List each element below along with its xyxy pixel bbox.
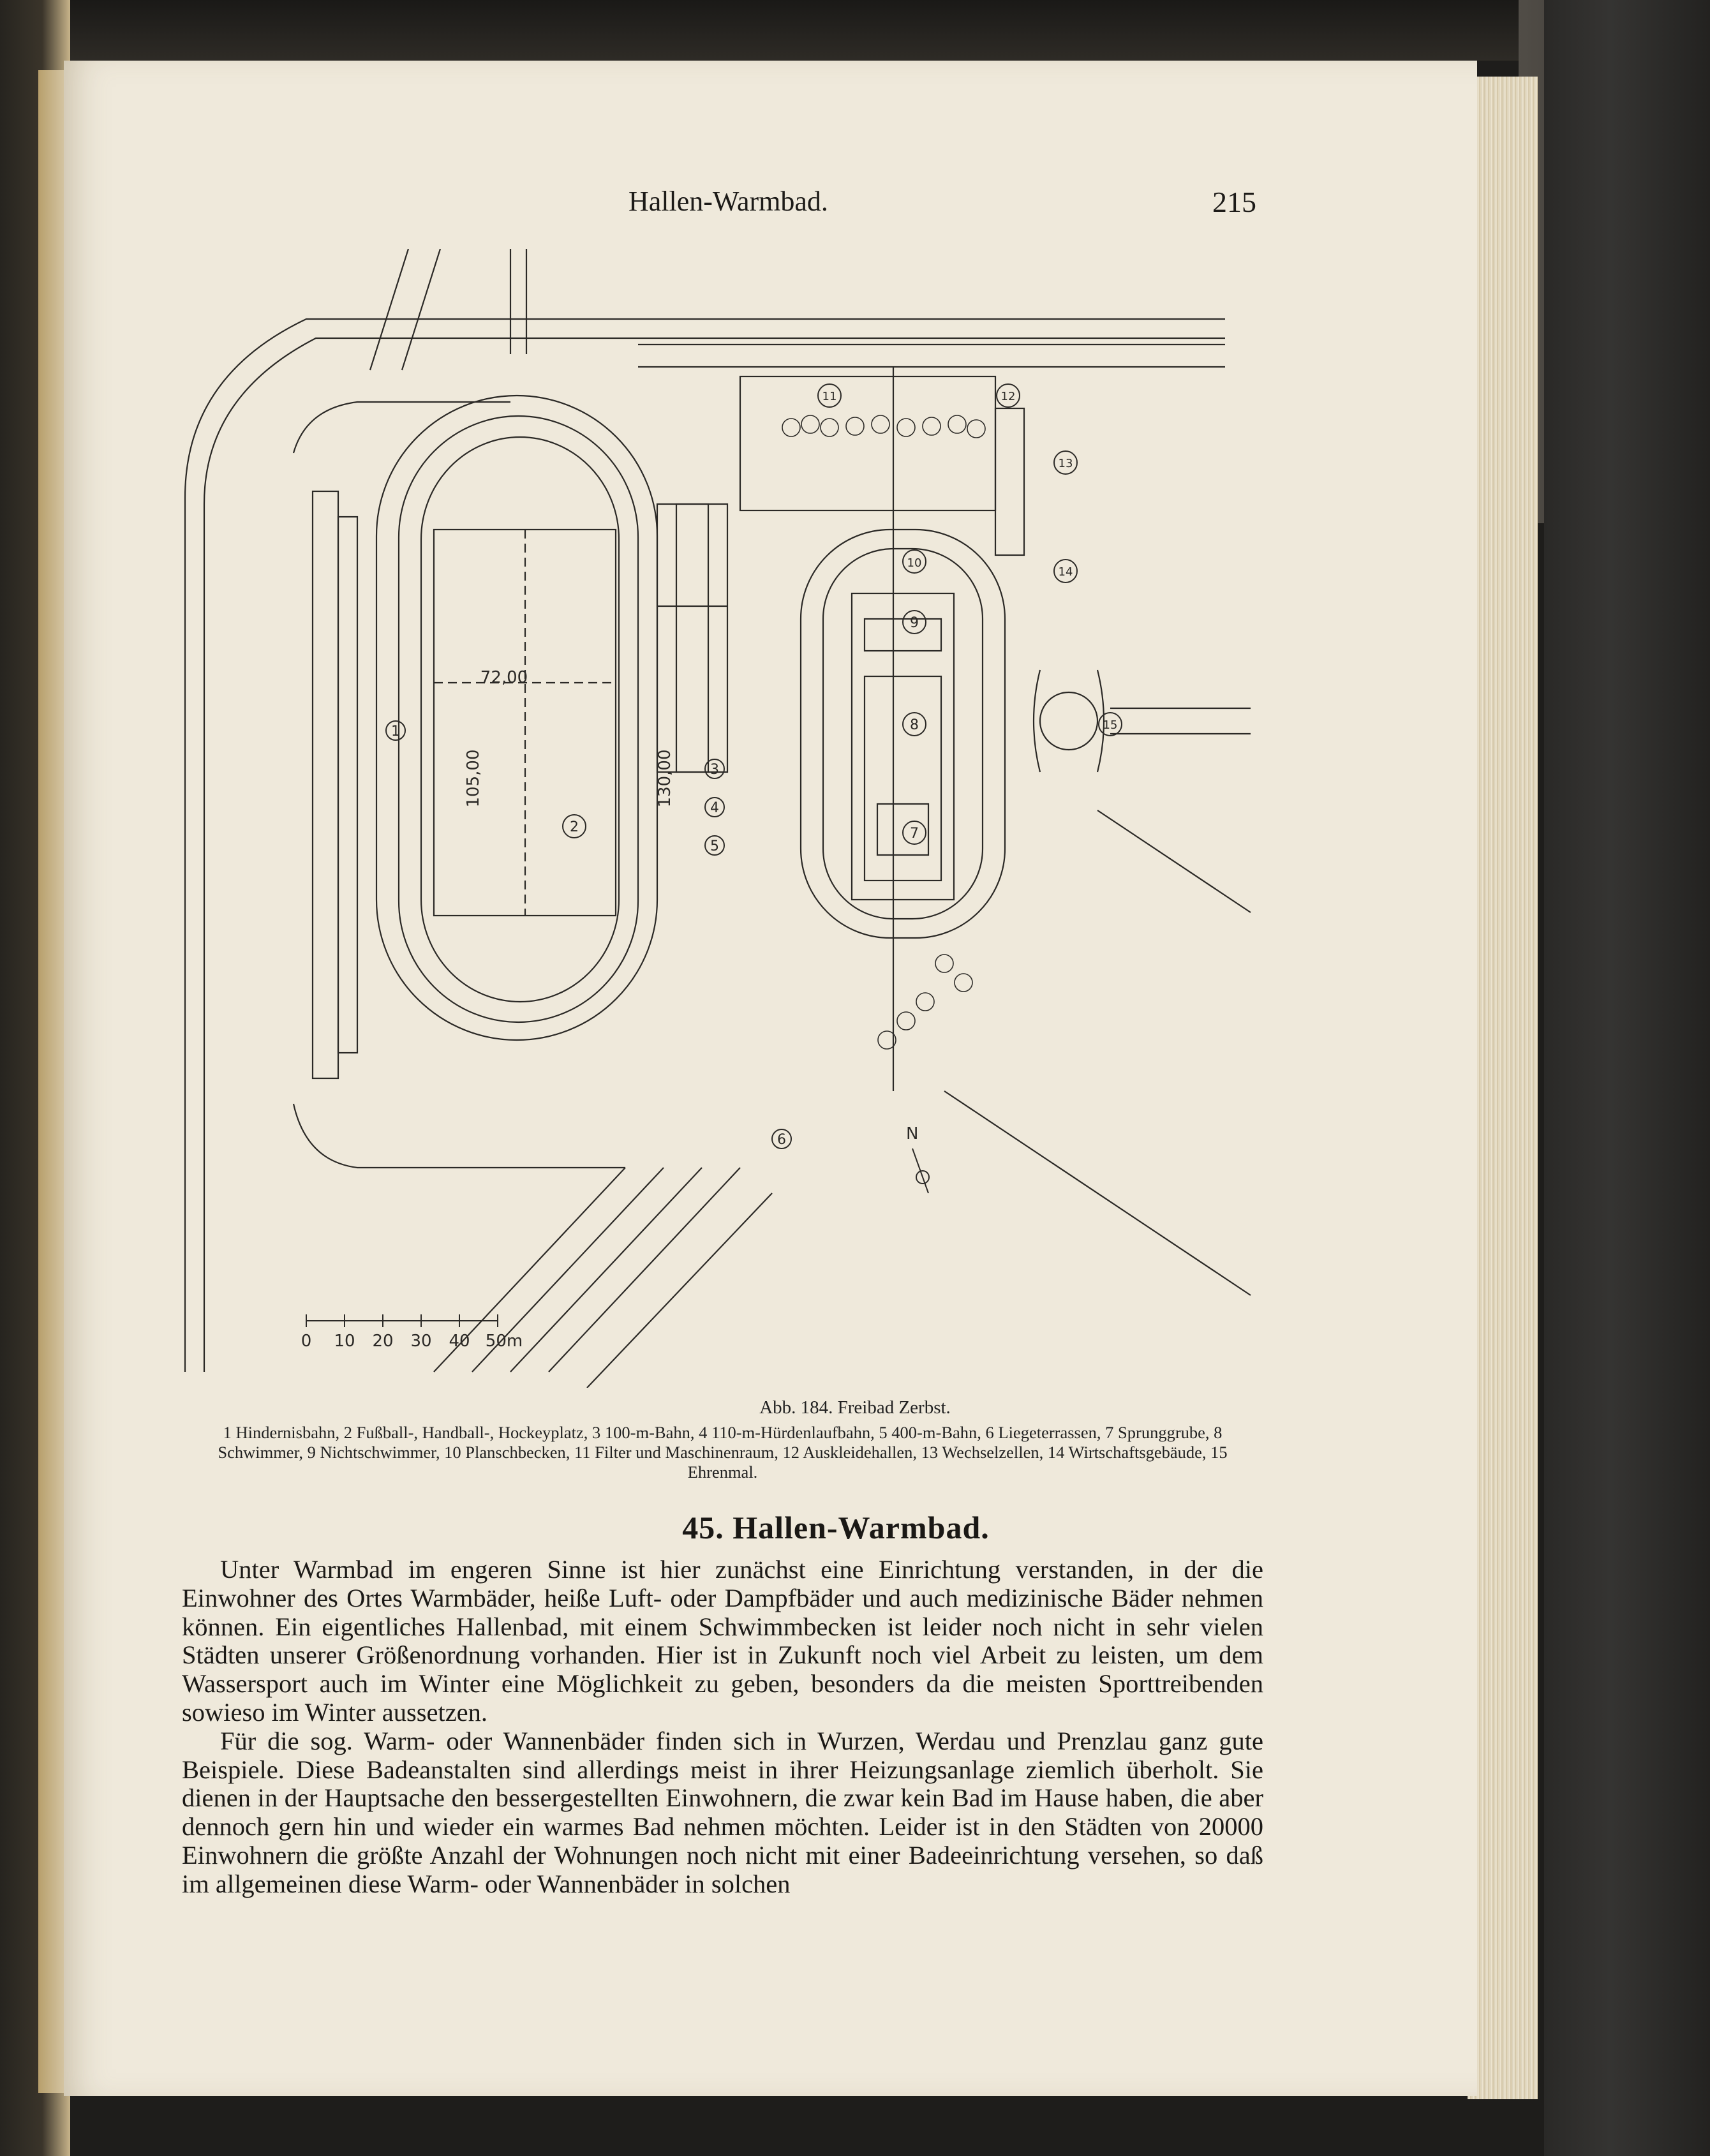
svg-text:10: 10 xyxy=(907,556,922,570)
plan-marker-1 xyxy=(386,721,405,740)
plan-marker-9 xyxy=(903,611,926,634)
plan-marker-5 xyxy=(705,836,724,855)
figure-caption-legend: 1 Hindernisbahn, 2 Fußball-, Handball-, Hockeyplatz, 3 100-m-Bahn, 4 110-m-Hürdenlaufbahn, 5 400-m-Bahn, 6 Liegeterrassen, 7 Sprunggrube, 8 Schwimmer, 9 Nichtschwimmer, 10 Planschbecken, 11 Filter und Maschinenraum, 12 Auskleidehallen, 13 Wechselzellen, 14 Wirtschaftsgebäude, 15 Ehrenmal. xyxy=(218,1423,1228,1482)
svg-text:1: 1 xyxy=(391,724,400,740)
paragraph-1: Unter Warmbad im engeren Sinne ist hier zunächst eine Einrichtung verstanden, in der die Einwohner des Ortes Warmbäder, heiße Luft- oder Dampfbäder und auch medizinische Bäder nehmen können. Ein eigentliches Hallenbad, mit einem Schwimmbecken ist leider noch nicht in sehr vielen Städten unserer Größenordnung vorhanden. Hier ist in Zukunft noch viel Arbeit zu leisten, um dem Wassersport auch im Winter eine Möglichkeit zu geben, besonders da die meisten Sporttreibenden sowieso im Winter aussetzen. xyxy=(182,1555,1263,1727)
plan-marker-2 xyxy=(563,815,586,838)
book-cover-top xyxy=(0,0,1710,61)
page-number: 215 xyxy=(1212,186,1256,218)
svg-text:3: 3 xyxy=(710,762,719,778)
scale-bar xyxy=(306,1314,498,1327)
svg-text:12: 12 xyxy=(1000,390,1016,403)
plan-marker-13 xyxy=(1054,451,1077,474)
dim-track-length-label: 130,00 xyxy=(655,749,674,808)
svg-text:9: 9 xyxy=(910,615,919,631)
body-text xyxy=(182,1556,1263,1899)
plan-marker-14 xyxy=(1054,560,1077,583)
svg-text:15: 15 xyxy=(1103,718,1118,732)
plan-marker-10 xyxy=(903,550,926,573)
svg-text:13: 13 xyxy=(1058,457,1073,470)
paragraph-2: Für die sog. Warm- oder Wannenbäder finden sich in Wurzen, Werdau und Prenzlau ganz gute Beispiele. Diese Badeanstalten sind allerdings meist in ihrer Heizungsanlage ziemlich überholt. Sie dienen in der Hauptsache den bessergestellten Einwohnern, die zwar kein Bad im Hause haben, die aber dennoch gern hin und wieder ein warmes Bad nehmen möchten. Leider ist in den Städten von 20000 Einwohnern die größte Anzahl der Wohnungen noch nicht mit einer Badeeinrichtung versehen, so daß im allgemeinen diese Warm- oder Wannenbäder in solchen xyxy=(182,1726,1263,1898)
scale-tick-30: 30 xyxy=(410,1332,432,1351)
scale-tick-20: 20 xyxy=(372,1332,394,1351)
svg-text:8: 8 xyxy=(910,717,919,733)
plan-marker-12 xyxy=(997,384,1020,407)
svg-text:4: 4 xyxy=(710,800,719,816)
page-edges xyxy=(1468,77,1538,2099)
svg-text:7: 7 xyxy=(910,826,919,842)
plan-marker-8 xyxy=(903,713,926,736)
pool-basin xyxy=(852,593,954,900)
north-arrow xyxy=(906,1124,929,1193)
section-heading: 45. Hallen-Warmbad. xyxy=(682,1510,990,1545)
svg-text:14: 14 xyxy=(1058,565,1073,579)
north-label: N xyxy=(906,1124,919,1143)
plan-marker-6 xyxy=(772,1129,791,1149)
memorial xyxy=(1040,692,1097,750)
plan-marker-7 xyxy=(903,821,926,844)
scale-tick-10: 10 xyxy=(334,1332,355,1351)
pool-outer xyxy=(801,530,1005,938)
scale-tick-50m: 50m xyxy=(485,1332,523,1351)
scale-tick-0: 0 xyxy=(301,1332,312,1351)
book-cover-right xyxy=(1544,0,1710,2156)
scale-tick-40: 40 xyxy=(449,1332,470,1351)
plan-marker-4 xyxy=(705,798,724,817)
dim-width-label: 72,00 xyxy=(480,668,528,687)
plan-marker-11 xyxy=(818,384,841,407)
svg-text:11: 11 xyxy=(822,390,837,403)
plan-marker-15 xyxy=(1099,713,1122,736)
site-plan-figure xyxy=(179,249,1263,1388)
dim-field-length-label: 105,00 xyxy=(464,749,483,808)
svg-text:5: 5 xyxy=(710,838,719,854)
figure-caption-title: Abb. 184. Freibad Zerbst. xyxy=(759,1397,951,1418)
svg-text:6: 6 xyxy=(777,1132,786,1148)
svg-text:2: 2 xyxy=(570,819,579,835)
running-head-title: Hallen-Warmbad. xyxy=(628,186,828,217)
